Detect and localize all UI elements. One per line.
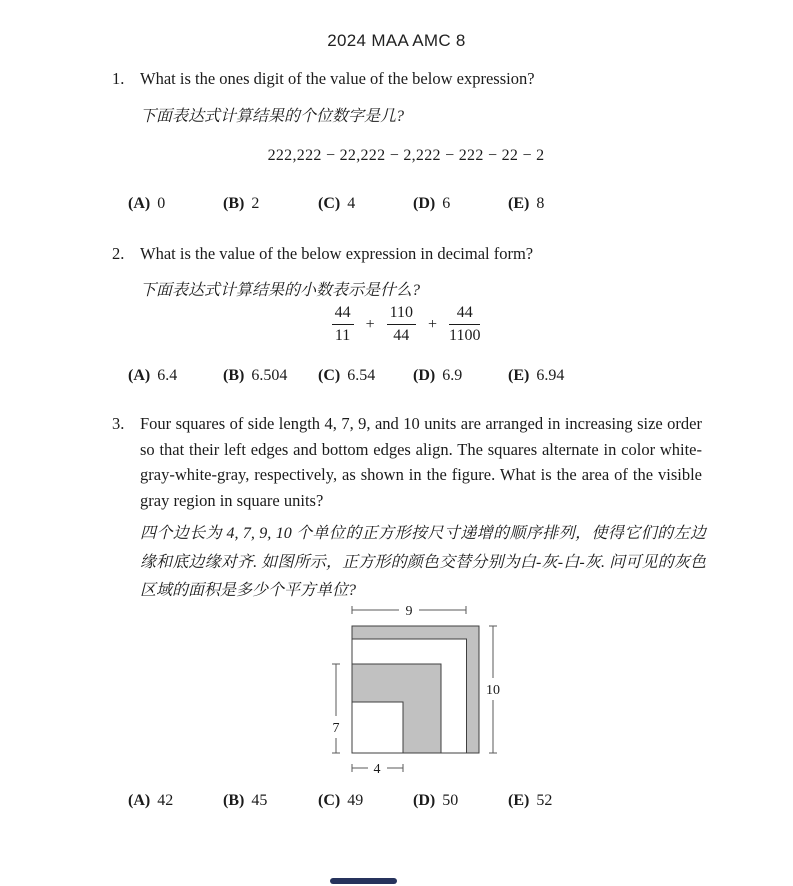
question-2: [112, 241, 702, 267]
question-3-options: [128, 792, 603, 810]
question-2-text-zh: 下面表达式计算结果的小数表示是什么?: [140, 282, 421, 299]
dimension-right: [486, 626, 500, 753]
option-c: (C) 49: [318, 792, 364, 809]
option-e: (E) 8: [508, 195, 545, 212]
nested-squares-figure: [325, 597, 525, 782]
dim-label-top: 9: [405, 604, 413, 619]
page-title: 2024 MAA AMC 8: [327, 31, 466, 50]
question-1-expression: 222,222 − 22,222 − 2,222 − 222 − 22 − 2: [267, 147, 545, 164]
dimension-bottom: [352, 762, 403, 777]
option-b: (B) 45: [223, 792, 268, 809]
option-c: (C) 6.54: [318, 367, 376, 384]
option-d: (D) 6: [413, 195, 451, 212]
question-2-text-en: What is the value of the below expression in decimal form?: [140, 244, 534, 263]
option-a: (A) 42: [128, 792, 174, 809]
question-3-text-en: Four squares of side length 4, 7, 9, and 10 units are arranged in increasing size order so that their left edges and bottom edges align. The squares alternate in color white-gray-white-gray, respectively, as shown in the figure. What is the area of the visible gray region in square units?: [140, 414, 702, 510]
option-d: (D) 6.9: [413, 367, 463, 384]
option-a: (A) 0: [128, 195, 166, 212]
question-2-options: [128, 367, 603, 385]
dimension-left: [332, 664, 340, 753]
squares: [352, 626, 479, 753]
question-3-text-zh: 四个边长为 4, 7, 9, 10 个单位的正方形按尺寸递增的顺序排列，使得它们的左边缘和底边缘对齐. 如图所示，正方形的颜色交替分别为白-灰-白-灰. 问可见的灰色区域的面积是多少个平方单位?: [140, 525, 706, 599]
question-1-text-zh: 下面表达式计算结果的个位数字是几?: [140, 108, 405, 125]
question-2-number: 2.: [112, 244, 125, 263]
question-3-number: 3.: [112, 414, 125, 433]
plus-sign: +: [428, 315, 438, 333]
option-d: (D) 50: [413, 792, 459, 809]
dim-label-right: 10: [486, 683, 500, 698]
option-e: (E) 6.94: [508, 367, 565, 384]
question-1-text-en: What is the ones digit of the value of the below expression?: [140, 69, 535, 88]
option-b: (B) 6.504: [223, 367, 288, 384]
option-a: (A) 6.4: [128, 367, 178, 384]
option-c: (C) 4: [318, 195, 356, 212]
fraction-2: $\frac{110}{44}$: [387, 303, 416, 346]
plus-sign: +: [365, 315, 375, 333]
question-3: [112, 411, 702, 513]
option-e: (E) 52: [508, 792, 553, 809]
option-b: (B) 2: [223, 195, 260, 212]
dim-label-left: 7: [332, 721, 340, 736]
question-1: [112, 66, 702, 92]
question-1-options: [128, 195, 603, 213]
fraction-1: $\frac{44}{11}$: [332, 303, 354, 346]
dimension-top: [352, 604, 466, 619]
fraction-3: $\frac{44}{1100}$: [449, 304, 481, 344]
question-2-expression: [112, 303, 700, 346]
dim-label-bottom: 4: [373, 762, 381, 777]
home-indicator-bar: [330, 878, 397, 884]
question-1-number: 1.: [112, 69, 125, 88]
square-4: [352, 702, 403, 753]
